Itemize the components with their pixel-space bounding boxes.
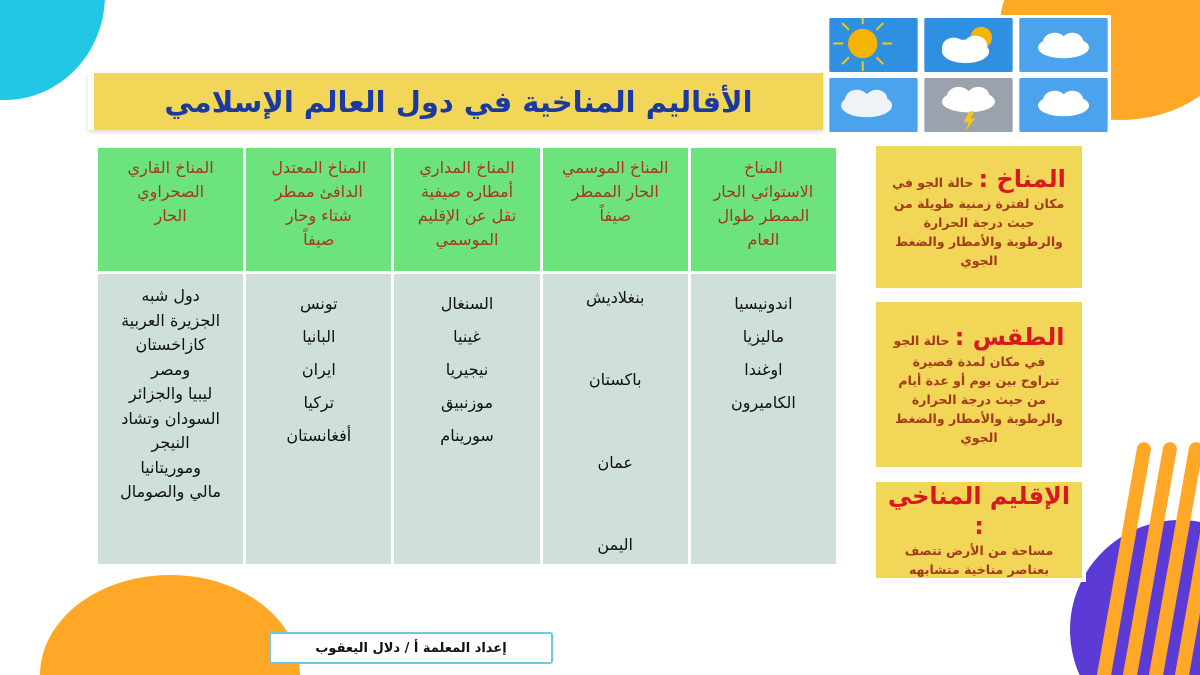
country-name: السودان وتشاد (121, 408, 220, 428)
header-line: الممطر طوال (717, 206, 810, 225)
table-header-cell (543, 148, 688, 271)
header-line: الاستوائي الحار (713, 182, 814, 201)
header-line: الموسمي (435, 230, 499, 249)
country-name: ماليزيا (742, 327, 785, 346)
header-line: المناخ المداري (419, 158, 515, 177)
country-name: اليمن (597, 534, 633, 554)
climate-region-definition-box (876, 482, 1082, 578)
header-line: أمطاره صيفية (420, 182, 514, 201)
header-line: الصحراوي (137, 182, 205, 201)
page-title: الأقاليم المناخية في دول العالم الإسلامي (164, 84, 753, 119)
definition-text: حالة الجو (893, 333, 950, 348)
country-name: النيجر (151, 433, 190, 452)
country-name: سورينام (440, 426, 494, 445)
country-name: عمان (597, 452, 633, 472)
definition-term: المناخ : (978, 165, 1066, 193)
country-name: الكاميرون (731, 393, 796, 412)
cloud-icon (1019, 18, 1108, 72)
definition-text: بعناصر مناخية متشابهه (908, 562, 1050, 577)
definition-text: الجوي (960, 253, 998, 268)
table-cell (543, 274, 688, 564)
table-cell (691, 274, 836, 564)
definition-text: من حيث درجة الحرارة (911, 392, 1047, 407)
header-line: المناخ القاري (127, 158, 214, 177)
thunder-cloud-icon (924, 78, 1013, 132)
country-name: البانيا (302, 327, 336, 346)
definition-text: في مكان لمدة قصيرة (912, 354, 1046, 369)
table-header-cell (246, 148, 391, 271)
country-name: كازاخستان (135, 335, 206, 354)
definition-text: حالة الجو في (892, 175, 974, 190)
header-line: الحار (154, 206, 187, 225)
definition-term: الإقليم المناخي : (887, 482, 1071, 540)
country-name: وموريتانيا (140, 457, 201, 477)
definition-text: تتراوح بين يوم أو عدة أيام (898, 373, 1060, 388)
climate-definition-box (876, 146, 1082, 288)
header-line: العام (747, 230, 780, 249)
country-name: السنغال (440, 294, 494, 313)
decorative-orange-blob (40, 575, 300, 675)
header-line: المناخ (744, 158, 783, 177)
header-line: تقل عن الإقليم (417, 206, 517, 225)
table-cell (394, 274, 539, 564)
header-line: المناخ المعتدل (271, 158, 367, 177)
header-line: الحار الممطر (571, 182, 659, 201)
definition-text: مكان لفترة زمنية طويلة من (893, 196, 1065, 211)
header-line: صيفاً (599, 206, 631, 225)
header-line: الدافئ ممطر (274, 182, 363, 201)
definition-text: والرطوبة والأمطار والضغط (895, 411, 1063, 426)
country-name: الجزيرة العربية (121, 310, 221, 330)
table-cell (98, 274, 243, 564)
author-credit-text: إعداد المعلمة أ / دلال اليعقوب (315, 640, 507, 656)
weather-definition-box (876, 302, 1082, 467)
definition-term: الطقس : (954, 323, 1065, 351)
header-line: صيفاً (303, 230, 335, 249)
country-name: اندونيسيا (734, 294, 793, 313)
definition-text: حيث درجة الحرارة (923, 215, 1035, 230)
country-name: دول شبه (141, 286, 200, 305)
sun-icon (829, 18, 918, 72)
header-line: شتاء وحار (285, 206, 352, 225)
country-name: أفغانستان (286, 426, 352, 445)
sun-cloud-icon (924, 18, 1013, 72)
definition-text: الجوي (960, 430, 998, 445)
table-header-cell (691, 148, 836, 271)
country-name: ليبيا والجزائر (128, 384, 213, 403)
country-name: نيجيريا (445, 360, 489, 379)
country-name: غينيا (453, 327, 481, 346)
header-line: المناخ الموسمي (561, 158, 669, 177)
definition-text: مساحة من الأرض تتصف (904, 543, 1054, 558)
country-name: ايران (301, 360, 336, 379)
cloud-icon (1019, 78, 1108, 132)
author-credit (269, 632, 553, 664)
cloud-icon (829, 78, 918, 132)
country-name: بنغلاديش (585, 288, 645, 307)
country-name: مالي والصومال (120, 482, 222, 501)
table-cell (246, 274, 391, 564)
country-name: ومصر (151, 359, 191, 379)
table-header-cell (394, 148, 539, 271)
climate-regions-table (98, 148, 836, 564)
country-name: تونس (300, 294, 338, 313)
country-name: اوغندا (744, 360, 783, 379)
country-name: باكستان (588, 370, 642, 390)
table-header-cell (98, 148, 243, 271)
title-bar (88, 73, 823, 130)
definition-text: والرطوبة والأمطار والضغط (895, 234, 1063, 249)
country-name: موزنبيق (441, 393, 494, 412)
country-name: تركيا (303, 393, 335, 412)
weather-icons-grid (826, 15, 1111, 135)
